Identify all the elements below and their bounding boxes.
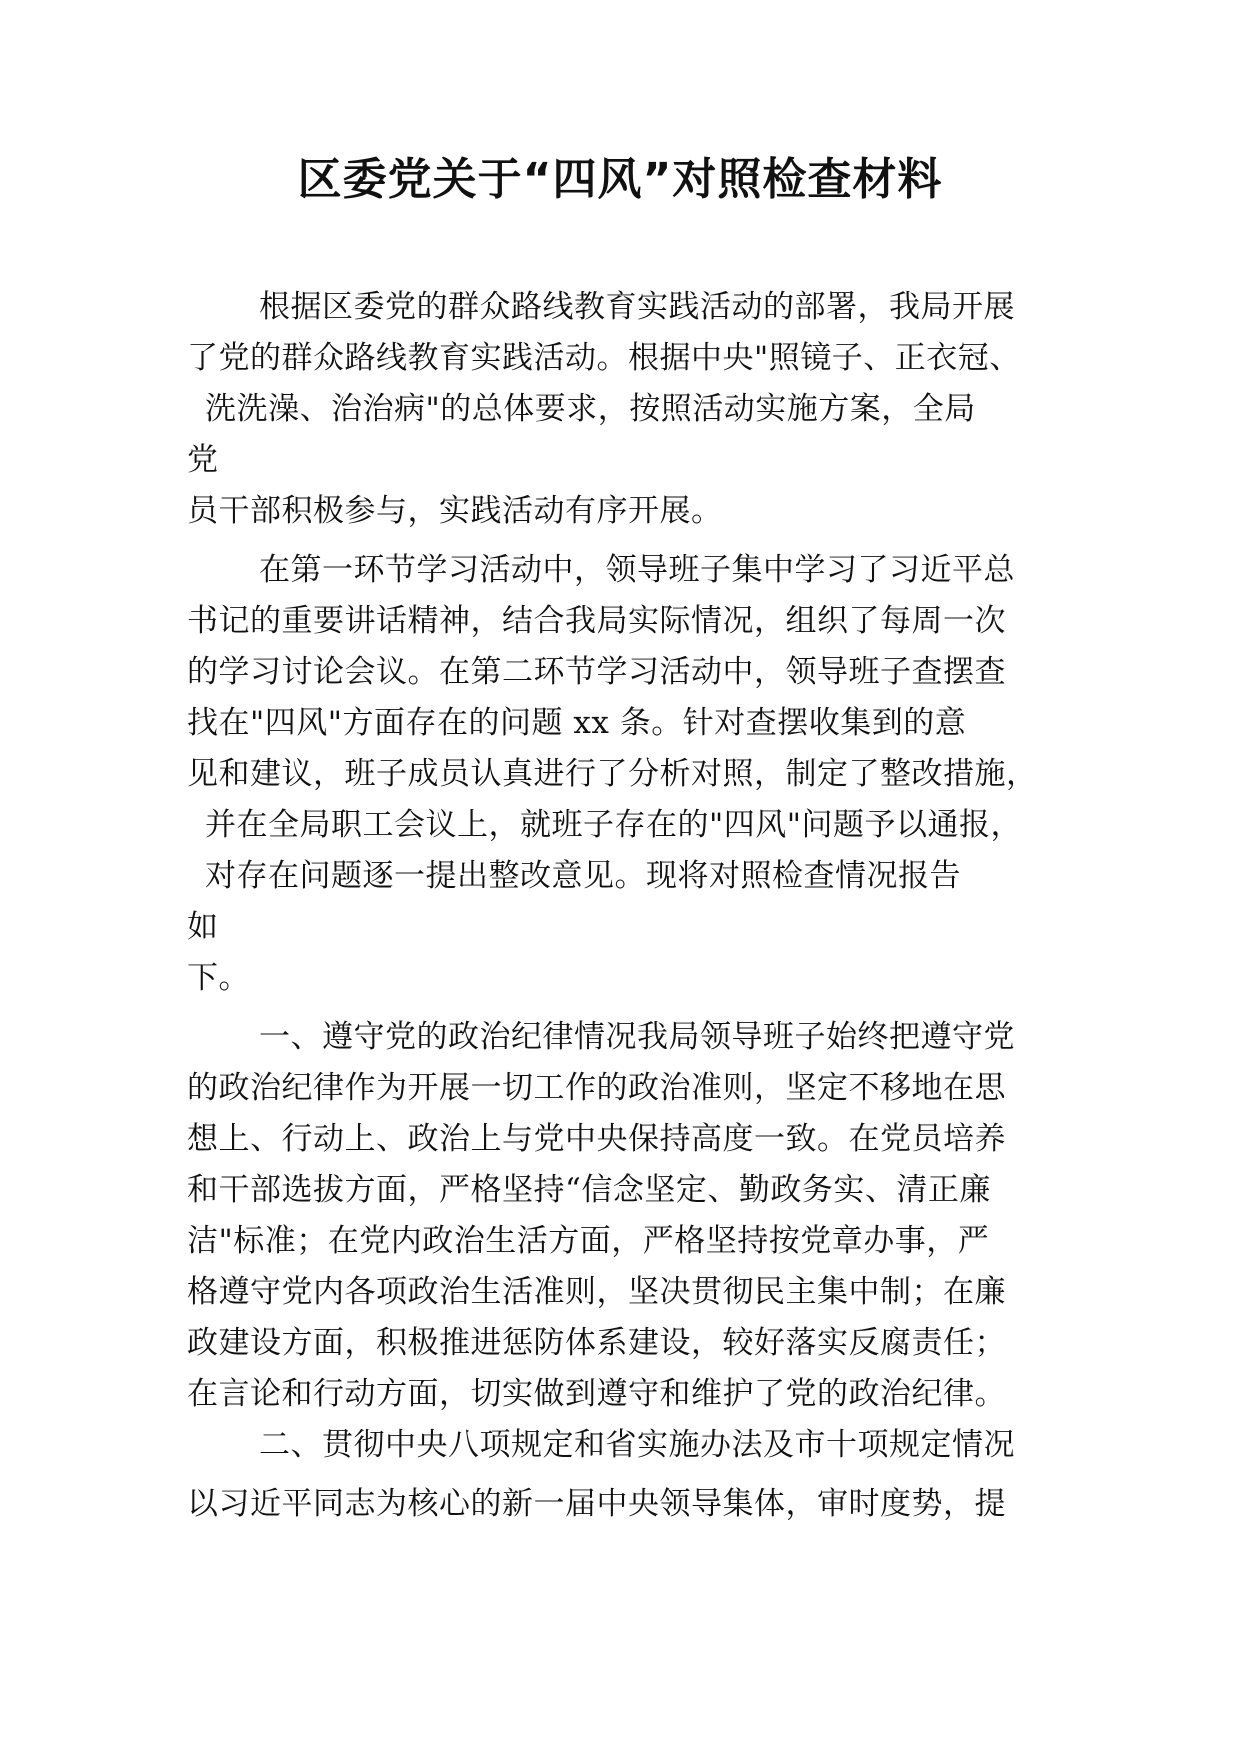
paragraph-section-one (187, 1012, 1067, 1420)
text-line: 洗洗澡、治治病"的总体要求，按照活动实施方案，全局 (205, 391, 976, 427)
text-line: 并在全局职工会议上，就班子存在的"四风"问题予以通报， (205, 807, 1023, 843)
text-line: 一、遵守党的政治纪律情况我局领导班子始终把遵守党 (259, 1019, 1015, 1055)
paragraph-intro (187, 282, 1067, 537)
text-line: 格遵守党内各项政治生活准则，坚决贯彻民主集中制；在廉 (187, 1274, 1006, 1310)
text-line: 找在"四风"方面存在的问题 xx 条。针对查摆收集到的意 (187, 705, 967, 741)
paragraph-section-two (187, 1479, 1067, 1530)
text-line: 想上、行动上、政治上与党中央保持高度一致。在党员培养 (187, 1121, 1006, 1157)
text-line: 在第一环节学习活动中，领导班子集中学习了习近平总 (259, 552, 1015, 588)
text-line: 了党的群众路线教育实践活动。根据中央"照镜子、正衣冠、 (187, 340, 1021, 376)
text-line: 党 (187, 442, 219, 478)
text-line: 员干部积极参与，实践活动有序开展。 (187, 493, 723, 529)
text-line: 书记的重要讲话精神，结合我局实际情况，组织了每周一次 (187, 603, 1006, 639)
paragraph-section-two-heading (187, 1420, 1067, 1471)
text-line: 如 (187, 909, 219, 945)
text-line: 的政治纪律作为开展一切工作的政治准则，坚定不移地在思 (187, 1070, 1006, 1106)
text-line: 二、贯彻中央八项规定和省实施办法及市十项规定情况 (259, 1427, 1015, 1463)
document-title: 区委党关于“四风”对照检查材料 (297, 154, 943, 205)
text-line: 的学习讨论会议。在第二环节学习活动中，领导班子查摆查 (187, 654, 1006, 690)
text-line: 在言论和行动方面，切实做到遵守和维护了党的政治纪律。 (187, 1376, 1006, 1412)
text-line: 以习近平同志为核心的新一届中央领导集体，审时度势，提 (187, 1486, 1006, 1522)
text-line: 政建设方面，积极推进惩防体系建设，较好落实反腐责任； (187, 1325, 1006, 1361)
text-line: 下。 (187, 960, 250, 996)
text-line: 对存在问题逐一提出整改意见。现将对照检查情况报告 (205, 858, 961, 894)
text-line: 洁"标准；在党内政治生活方面，严格坚持按党章办事，严 (187, 1223, 990, 1259)
text-line: 和干部选拔方面，严格坚持“信念坚定、勤政务实、清正廉 (187, 1172, 991, 1208)
paragraph-study-activities (187, 545, 1067, 1004)
document-body (187, 282, 1067, 1530)
text-line: 见和建议，班子成员认真进行了分析对照，制定了整改措施， (187, 756, 1038, 792)
text-line: 根据区委党的群众路线教育实践活动的部署，我局开展 (259, 289, 1015, 325)
